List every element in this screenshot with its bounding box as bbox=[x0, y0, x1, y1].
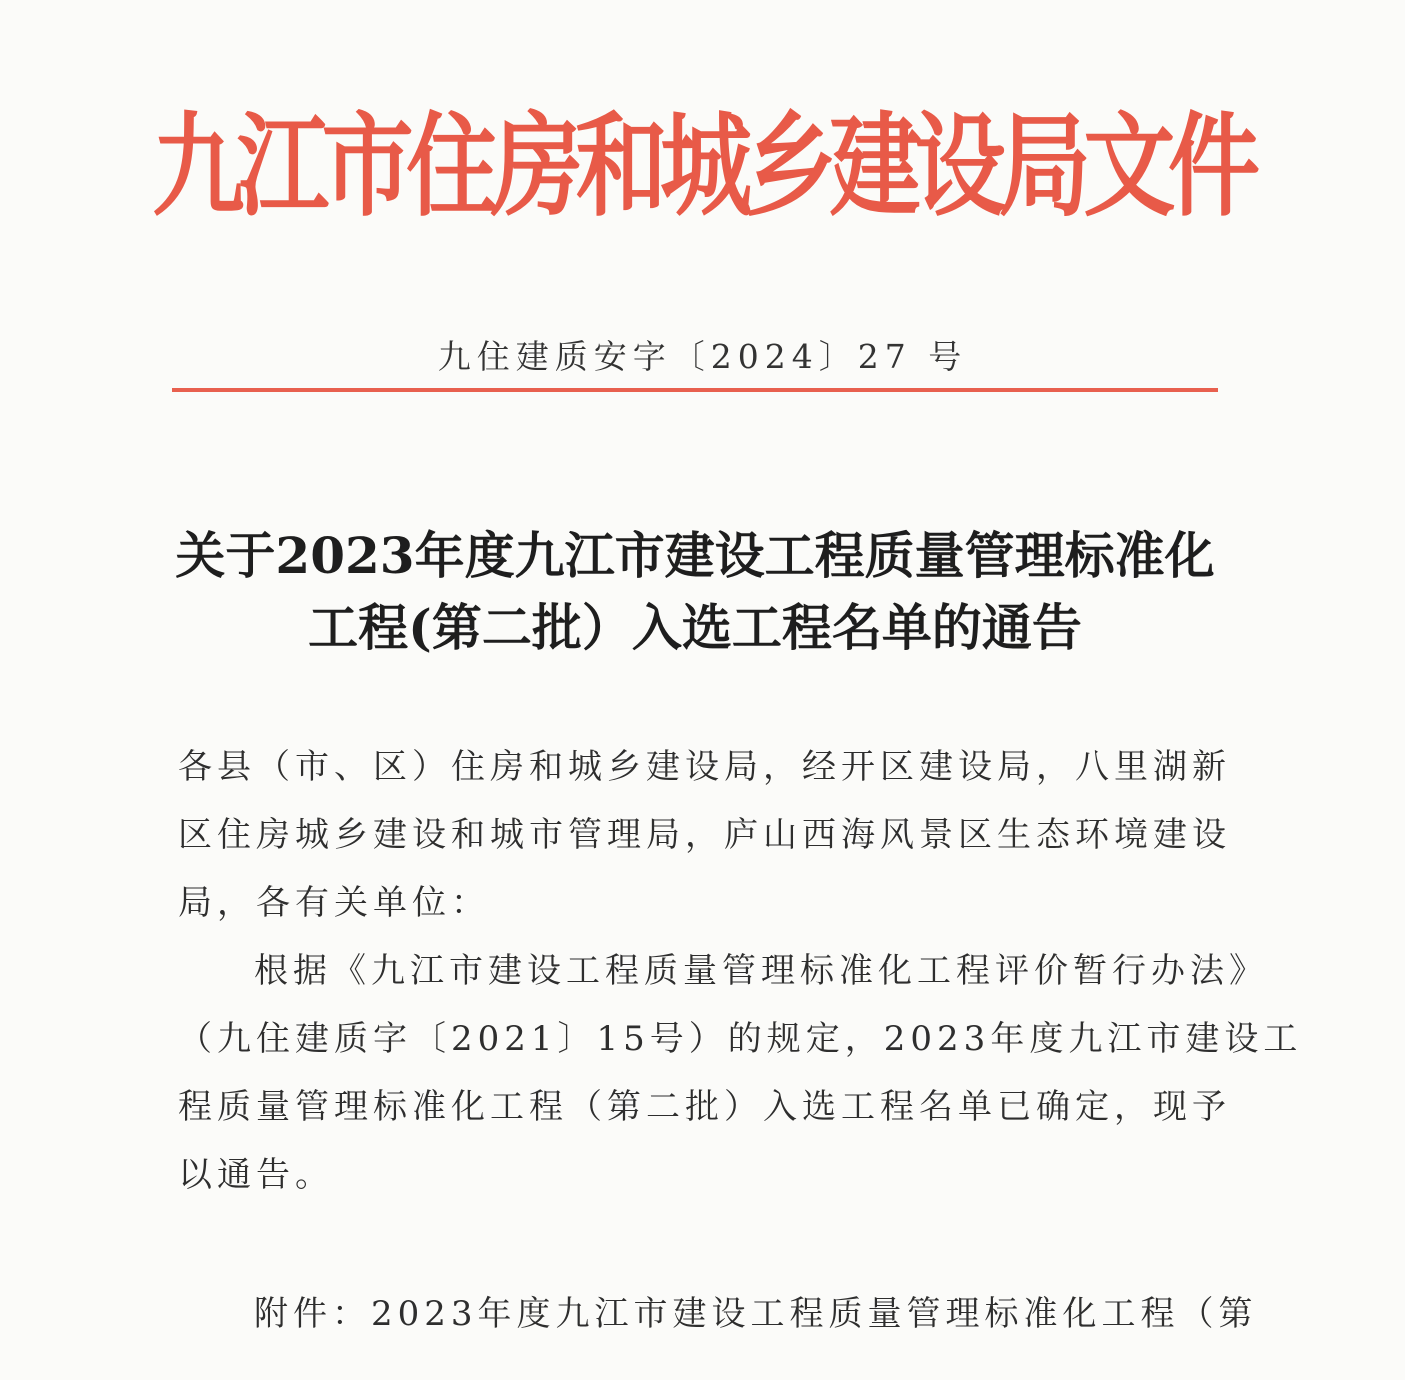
red-divider-line bbox=[172, 388, 1218, 392]
issuer-header-title: 九江市住房和城乡建设局文件 bbox=[152, 100, 1253, 232]
addressee-line-3: 局，各有关单位： bbox=[178, 883, 490, 923]
attachment-line-1: 附件：2023年度九江市建设工程质量管理标准化工程（第 bbox=[254, 1294, 1258, 1334]
notice-title-line-2: 工程(第二批）入选工程名单的通告 bbox=[308, 598, 1082, 657]
paragraph-line-2: （九住建质字〔2021〕15号）的规定，2023年度九江市建设工 bbox=[178, 1019, 1303, 1059]
paragraph-line-4: 以通告。 bbox=[178, 1155, 334, 1195]
paragraph-line-1: 根据《九江市建设工程质量管理标准化工程评价暂行办法》 bbox=[254, 951, 1268, 991]
attachment-block bbox=[178, 1280, 1258, 1348]
document-number: 九住建质安字〔2024〕27 号 bbox=[437, 337, 968, 376]
addressee-block bbox=[178, 733, 1231, 937]
notice-title bbox=[150, 520, 1240, 664]
notice-title-line-1: 关于2023年度九江市建设工程质量管理标准化 bbox=[175, 526, 1215, 585]
paragraph-line-3: 程质量管理标准化工程（第二批）入选工程名单已确定，现予 bbox=[178, 1087, 1231, 1127]
body-paragraph bbox=[178, 937, 1303, 1209]
addressee-line-1: 各县（市、区）住房和城乡建设局，经开区建设局，八里湖新 bbox=[178, 747, 1231, 787]
addressee-line-2: 区住房城乡建设和城市管理局，庐山西海风景区生态环境建设 bbox=[178, 815, 1231, 855]
